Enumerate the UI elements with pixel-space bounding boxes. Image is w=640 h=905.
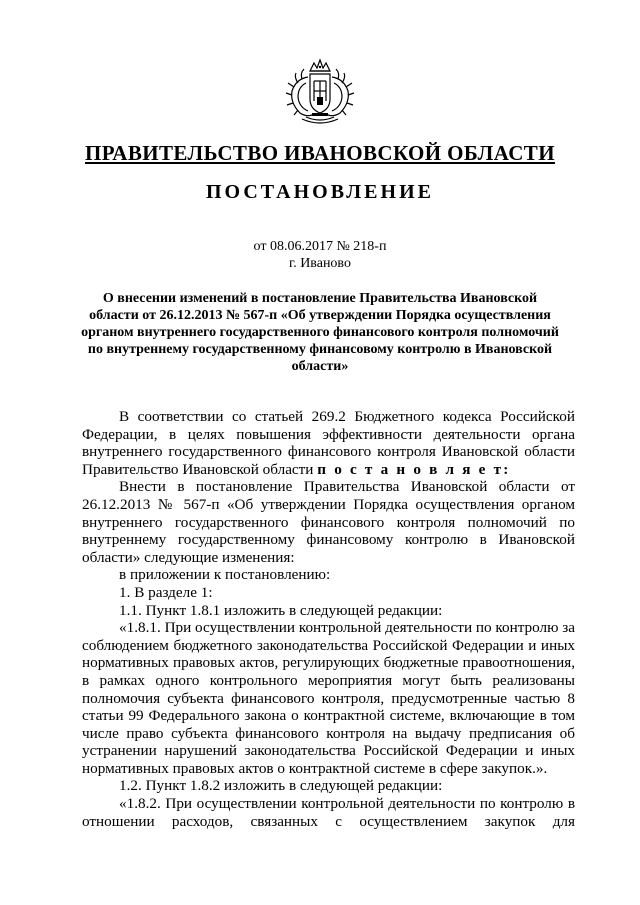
date-number: от 08.06.2017 № 218-п — [253, 239, 387, 254]
government-heading: ПРАВИТЕЛЬСТВО ИВАНОВСКОЙ ОБЛАСТИ — [85, 141, 555, 165]
paragraph: 1. В разделе 1: — [119, 583, 213, 601]
document-body — [82, 408, 575, 830]
preamble-text: В соответствии со статьей 269.2 Бюджетного кодекса Российской Федерации, в целях повышения эффективности деятельности органа внутреннего государственного финансового контроля Ивановской области Правительство Ивановской области — [82, 408, 575, 478]
coat-of-arms-icon — [284, 57, 356, 129]
paragraph: «1.8.2. При осуществлении контрольной деятельности по контролю в отношении расходов, связанных с осуществлением закупок для — [82, 795, 575, 830]
document-title: О внесении изменений в постановление Правительства Ивановской области от 26.12.2013 № 567-п «Об утверждении Порядка осуществления органом внутреннего государственного финансового контроля полномочий по внутреннему государственному финансовому контролю в Ивановской области» — [81, 291, 559, 374]
paragraph-preamble — [82, 408, 575, 478]
decree-word: п о с т а н о в л я е т: — [317, 460, 511, 478]
paragraph: в приложении к постановлению: — [119, 566, 331, 584]
paragraph: 1.2. Пункт 1.8.2 изложить в следующей редакции: — [119, 777, 443, 795]
city: г. Иваново — [289, 256, 351, 271]
date-block — [0, 238, 640, 272]
document-type-heading: ПОСТАНОВЛЕНИЕ — [206, 181, 434, 203]
paragraph: Внести в постановление Правительства Ивановской области от 26.12.2013 № 567-п «Об утверждении Порядка осуществления органом внутреннего государственного финансового контроля полномочий по внутреннему государственному финансовому контролю в Ивановской области» следующие изменения: — [82, 478, 575, 566]
paragraph: «1.8.1. При осуществлении контрольной деятельности по контролю за соблюдением бюджетного законодательства Российской Федерации и иных нормативных правовых актов, регулирующих бюджетные правоотношения, в рамках одного контрольного мероприятия могут быть реализованы полномочия субъекта финансового контроля, предусмотренные частью 8 статьи 99 Федерального закона о контрактной системе, включающие в том числе право субъекта финансового контроля на выдачу предписания об устранении нарушений законодательства Российской Федерации и иных нормативных правовых актов о контрактной системе в сфере закупок.». — [82, 619, 575, 777]
paragraph: 1.1. Пункт 1.8.1 изложить в следующей редакции: — [119, 601, 443, 619]
